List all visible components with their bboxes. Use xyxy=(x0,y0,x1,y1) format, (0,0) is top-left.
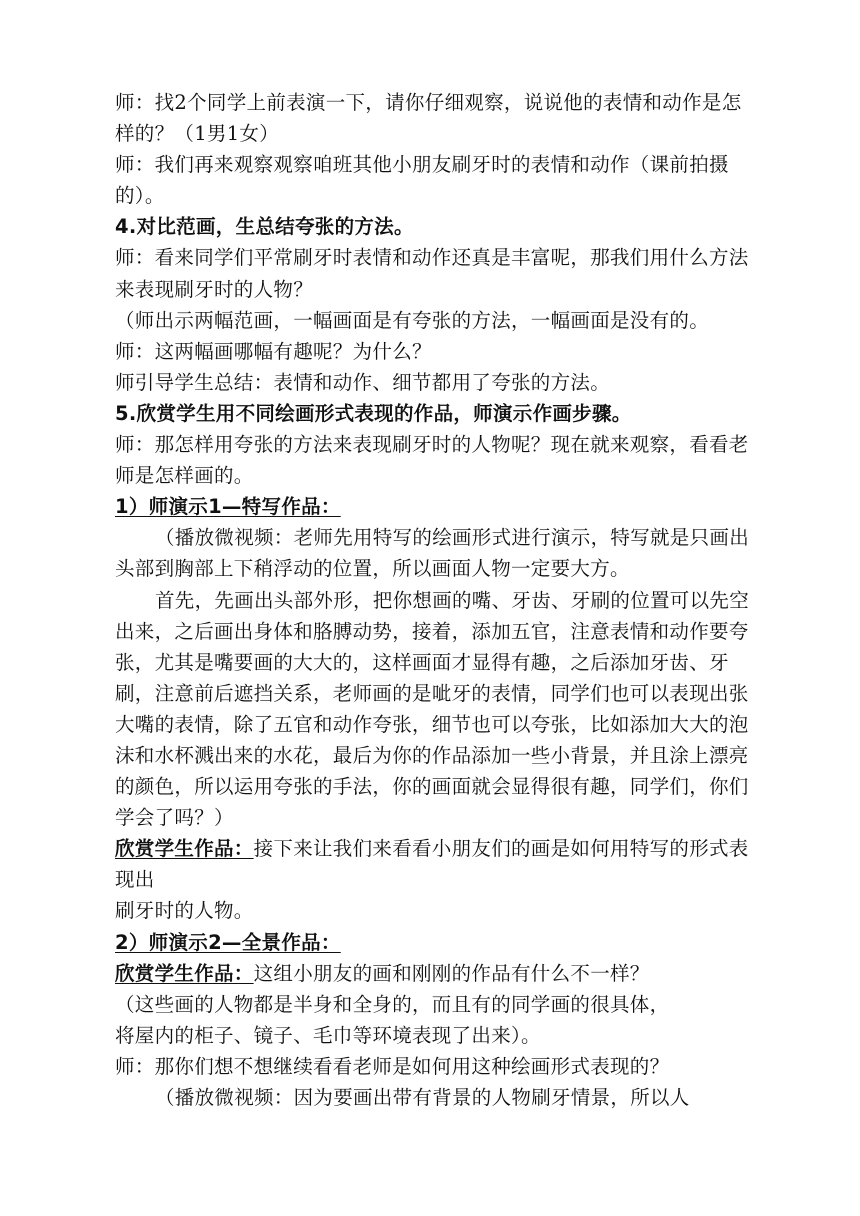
paragraph-appreciate-2 xyxy=(115,958,755,989)
paragraph-which-interesting: 师：这两幅画哪幅有趣呢？为什么？ xyxy=(115,339,432,363)
label-appreciate-1: 欣赏学生作品： xyxy=(115,837,254,861)
document-body xyxy=(115,87,755,1113)
subheading-demo-2-text: 2）师演示2—全景作品： xyxy=(115,930,341,954)
subheading-demo-2 xyxy=(115,927,755,958)
paragraph-show-examples: （师出示两幅范画，一幅画面是有夸张的方法，一幅画面是没有的。 xyxy=(115,308,710,332)
appreciate-2-text: 这组小朋友的画和刚刚的作品有什么不一样？ xyxy=(253,961,650,985)
paragraph-how-to-draw: 师：那怎样用夸张的方法来表现刷牙时的人物呢？现在就来观察，看看老师是怎样画的。 xyxy=(115,433,749,488)
appreciate-1-text: 接下来让我们来看看小朋友们的画是如何用特写的形式表现出 xyxy=(115,837,749,892)
paragraph-summary: 师引导学生总结：表情和动作、细节都用了夸张的方法。 xyxy=(115,370,611,394)
paragraph-appreciate-1-cont: 刷牙时的人物。 xyxy=(115,899,254,923)
paragraph-video-closeup: （播放微视频：老师先用特写的绘画形式进行演示，特写就是只画出头部到胸部上下稍浮动的位置，所以画面人物一定要大方。 xyxy=(115,526,750,581)
paragraph-appreciate-1 xyxy=(115,833,755,895)
subheading-demo-1 xyxy=(115,491,755,522)
paragraph-video-panorama: （播放微视频：因为要画出带有背景的人物刷牙情景，所以人 xyxy=(155,1086,690,1109)
heading-step-5: 5.欣赏学生用不同绘画形式表现的作品，师演示作画步骤。 xyxy=(115,401,632,425)
paragraph-environment: 将屋内的柜子、镜子、毛巾等环境表现了出来）。 xyxy=(115,1023,541,1047)
paragraph-halfbody: （这些画的人物都是半身和全身的，而且有的同学画的很具体， xyxy=(115,992,670,1016)
paragraph-method-question: 师：看来同学们平常刷牙时表情和动作还真是丰富呢，那我们用什么方法来表现刷牙时的人物？ xyxy=(115,246,749,301)
paragraph-drawing-steps: 首先，先画出头部外形，把你想画的嘴、牙齿、牙刷的位置可以先空出来，之后画出身体和胳膊动势，接着，添加五官，注意表情和动作要夸张，尤其是嘴要画的大大的，这样画面才显得有趣，之后添加牙齿、牙刷，注意前后遮挡关系，老师画的是呲牙的表情，同学们也可以表现出张大嘴的表情，除了五官和动作夸张，细节也可以夸张，比如添加大大的泡沫和水杯溅出来的水花，最后为你的作品添加一些小背景，并且涂上漂亮的颜色，所以运用夸张的手法，你的画面就会显得很有趣，同学们，你们学会了吗？） xyxy=(115,588,750,830)
paragraph-observe-classmates: 师：我们再来观察观察咱班其他小朋友刷牙时的表情和动作（课前拍摄的）。 xyxy=(115,153,729,208)
paragraph-teacher-perform: 师：找2个同学上前表演一下，请你仔细观察，说说他的表情和动作是怎样的？（1男1女） xyxy=(115,91,742,146)
paragraph-continue-watch: 师：那你们想不想继续看看老师是如何用这种绘画形式表现的？ xyxy=(115,1054,670,1078)
label-appreciate-2: 欣赏学生作品： xyxy=(115,961,254,985)
subheading-demo-1-text: 1）师演示1—特写作品： xyxy=(115,495,341,519)
heading-step-4: 4.对比范画，生总结夸张的方法。 xyxy=(115,215,414,239)
